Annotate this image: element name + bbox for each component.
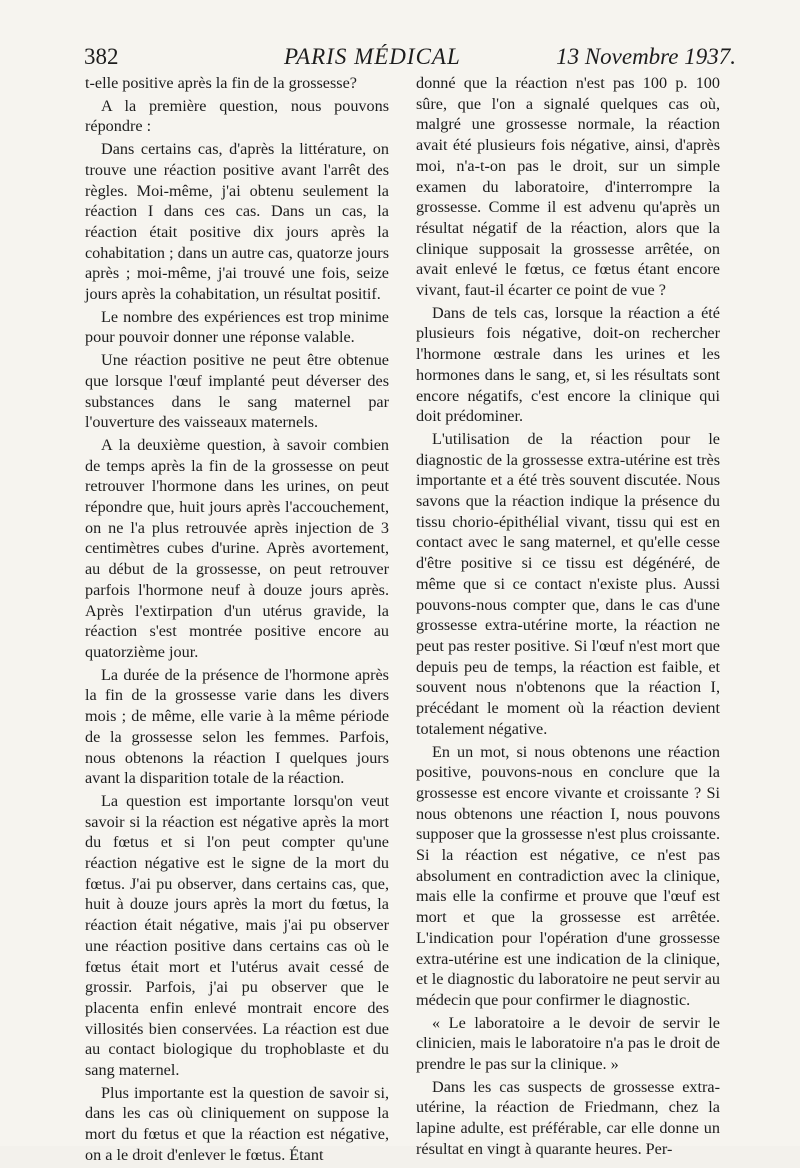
paragraph: Dans certains cas, d'après la littérature, on trouve une réaction positive avant l'arrêt des règles. Moi-même, j'ai obtenu seulement la réaction I dans ces cas. Dans un cas, la réaction était positive dix jours après la cohabitation ; dans un autre cas, quatorze jours après ; moi-même, j'ai trouvé une fois, seize jours après la cohabitation, un résultat positif. bbox=[85, 140, 389, 304]
page-header bbox=[84, 42, 736, 72]
paragraph: donné que la réaction n'est pas 100 p. 100 sûre, que l'on a signalé quelques cas où, malgré une grossesse normale, la réaction avait été plusieurs fois négative, ainsi, d'après moi, n'a-t-on pas le droit, sur un simple examen du laboratoire, d'interrompre la grossesse. Comme il est advenu qu'après un résultat négatif de la réaction, alors que la clinique supposait la grossesse arrêtée, on avait enlevé le fœtus, ce fœtus étant encore vivant, faut-il écarter ce point de vue ? bbox=[416, 74, 720, 300]
paragraph: Une réaction positive ne peut être obtenue que lorsque l'œuf implanté peut déverser des substances dans le sang maternel par l'ouverture des vaisseaux maternels. bbox=[85, 351, 389, 432]
paragraph: En un mot, si nous obtenons une réaction positive, pouvons-nous en conclure que la grossesse est encore vivante et croissante ? Si nous obtenons une réaction I, nous pouvons supposer que la grossesse n'est plus croissante. Si la réaction est négative, ce n'est pas absolument en contradiction avec la clinique, mais elle la confirme et prouve que l'œuf est mort et que la grossesse est arrêtée. L'indication pour l'opération d'une grossesse extra-utérine est une indication de la clinique, et le diagnostic du laboratoire ne peut servir au médecin que pour confirmer le diagnostic. bbox=[416, 742, 720, 1009]
paragraph: A la première question, nous pouvons répondre : bbox=[85, 96, 389, 136]
paragraph: t-elle positive après la fin de la grossesse? bbox=[85, 74, 357, 92]
right-column bbox=[416, 73, 720, 1162]
page-number: 382 bbox=[84, 44, 119, 69]
paragraph: Dans les cas suspects de grossesse extra-utérine, la réaction de Friedmann, chez la lapine adulte, est préférable, car elle donne un résultat en vingt à quarante heures. Per- bbox=[416, 1077, 720, 1158]
issue-date: 13 Novembre 1937. bbox=[556, 44, 736, 69]
journal-title: PARIS MÉDICAL bbox=[284, 44, 461, 69]
paragraph: A la deuxième question, à savoir combien de temps après la fin de la grossesse on peut retrouver l'hormone dans les urines, on peut répondre que, huit jours après l'accouchement, on ne l'a plus retrouvée après injection de 3 centimètres cubes d'urine. Après avortement, au début de la grossesse, on peut retrouver parfois l'hormone neuf à douze jours après. Après l'extirpation d'un utérus gravide, la réaction s'est montrée positive encore au quatorzième jour. bbox=[85, 435, 389, 661]
paragraph: Plus importante est la question de savoir si, dans les cas où cliniquement on suppose la mort du fœtus et que la réaction est négative, on a le droit d'enlever le fœtus. Étant bbox=[85, 1083, 389, 1164]
left-column bbox=[85, 73, 389, 1168]
paragraph: La question est importante lorsqu'on veut savoir si la réaction est négative après la mort du fœtus et si l'on peut compter qu'une réaction négative est le signe de la mort du fœtus. J'ai pu observer, dans certains cas, que, huit à douze jours après la mort du fœtus, la réaction était négative, mais j'ai pu observer une réaction positive dans certains cas où le fœtus était mort et l'utérus avait cessé de grossir. Parfois, j'ai pu observer que le placenta enfin enlevé montrait encore des villosités bien conservées. La réaction est due au contact biologique du trophoblaste et du sang maternel. bbox=[85, 791, 389, 1080]
paragraph: Le nombre des expériences est trop minime pour pouvoir donner une réponse valable. bbox=[85, 307, 389, 347]
paragraph: L'utilisation de la réaction pour le diagnostic de la grossesse extra-utérine est très importante et a été très souvent discutée. Nous savons que la réaction indique la présence du tissu chorio-épithélial vivant, tissu qui est en contact avec le sang maternel, et qu'elle cesse d'être positive si ce tissu est dégénéré, de même que si ce contact n'existe plus. Aussi pouvons-nous compter que, dans le cas d'une grossesse extra-utérine morte, la réaction ne peut pas rester positive. Si l'œuf n'est mort que depuis peu de temps, la réaction est faible, et souvent nous n'obtenons que la réaction I, précédant le moment où la réaction devient totalement négative. bbox=[416, 429, 720, 738]
paragraph: « Le laboratoire a le devoir de servir le clinicien, mais le laboratoire n'a pas le droit de prendre le pas sur la clinique. » bbox=[416, 1013, 720, 1074]
paragraph: Dans de tels cas, lorsque la réaction a été plusieurs fois négative, doit-on rechercher l'hormone œstrale dans les urines et les hormones dans le sang, et, si les résultats sont encore négatifs, c'est encore la clinique qui doit prédominer. bbox=[416, 303, 720, 426]
paragraph: La durée de la présence de l'hormone après la fin de la grossesse varie dans les divers mois ; de même, elle varie à la même période de la grossesse selon les femmes. Parfois, nous obtenons la réaction I quelques jours avant la disparition totale de la réaction. bbox=[85, 665, 389, 788]
